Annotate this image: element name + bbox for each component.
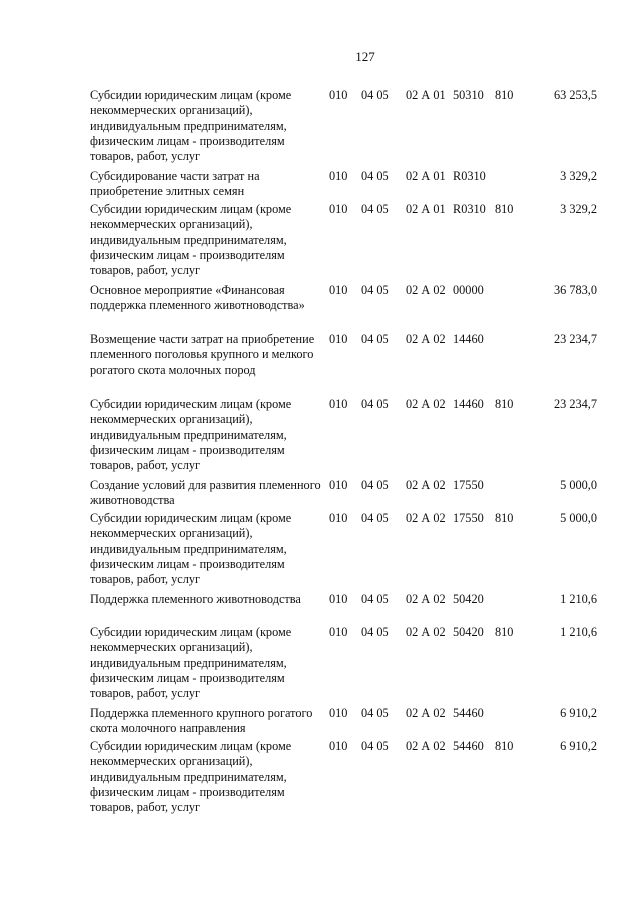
row-ministry-code: 010 [329, 478, 348, 492]
row-program-code: 02 А 01 [406, 88, 446, 102]
row-target-code: 14460 [453, 332, 484, 346]
row-section-code: 04 05 [361, 706, 389, 720]
row-expense-type: 810 [495, 739, 514, 753]
row-target-code: 17550 [453, 511, 484, 525]
row-ministry-code: 010 [329, 625, 348, 639]
row-program-code: 02 А 02 [406, 332, 446, 346]
row-program-code: 02 А 01 [406, 202, 446, 216]
row-sum: 3 329,2 [560, 169, 597, 183]
row-ministry-code: 010 [329, 332, 348, 346]
row-program-code: 02 А 02 [406, 706, 446, 720]
row-section-code: 04 05 [361, 739, 389, 753]
row-expense-type: 810 [495, 511, 514, 525]
table-row [0, 592, 640, 625]
table-row [0, 625, 640, 706]
row-program-code: 02 А 02 [406, 739, 446, 753]
row-name: Субсидии юридическим лицам (кроме некоммерческих организаций), индивидуальным предпринимателям, физическим лицам - производителям товаров, работ, услуг [90, 739, 292, 815]
budget-table [0, 88, 640, 820]
row-sum: 1 210,6 [560, 592, 597, 606]
row-section-code: 04 05 [361, 592, 389, 606]
row-section-code: 04 05 [361, 283, 389, 297]
row-name: Основное мероприятие «Финансовая поддержка племенного животноводства» [90, 283, 305, 313]
row-ministry-code: 010 [329, 169, 348, 183]
row-name: Поддержка племенного животноводства [90, 592, 301, 606]
row-section-code: 04 05 [361, 397, 389, 411]
row-ministry-code: 010 [329, 739, 348, 753]
row-sum: 36 783,0 [553, 283, 597, 297]
row-target-code: R0310 [453, 202, 486, 216]
row-expense-type: 810 [495, 397, 514, 411]
row-expense-type: 810 [495, 88, 514, 102]
row-expense-type: 810 [495, 625, 514, 639]
row-section-code: 04 05 [361, 332, 389, 346]
row-sum: 23 234,7 [553, 397, 597, 411]
row-name: Субсидии юридическим лицам (кроме некоммерческих организаций), индивидуальным предпринимателям, физическим лицам - производителям товаров, работ, услуг [90, 511, 292, 587]
row-ministry-code: 010 [329, 397, 348, 411]
table-row [0, 169, 640, 202]
row-program-code: 02 А 02 [406, 283, 446, 297]
row-section-code: 04 05 [361, 88, 389, 102]
row-section-code: 04 05 [361, 511, 389, 525]
row-name: Создание условий для развития племенного животноводства [90, 478, 321, 508]
row-program-code: 02 А 02 [406, 592, 446, 606]
table-row [0, 511, 640, 592]
row-program-code: 02 А 01 [406, 169, 446, 183]
row-ministry-code: 010 [329, 706, 348, 720]
table-row [0, 88, 640, 169]
row-name: Субсидии юридическим лицам (кроме некоммерческих организаций), индивидуальным предпринимателям, физическим лицам - производителям товаров, работ, услуг [90, 625, 292, 701]
row-section-code: 04 05 [361, 202, 389, 216]
row-target-code: 50310 [453, 88, 484, 102]
row-target-code: 14460 [453, 397, 484, 411]
row-ministry-code: 010 [329, 592, 348, 606]
row-sum: 63 253,5 [553, 88, 597, 102]
table-row [0, 397, 640, 478]
table-row [0, 706, 640, 739]
row-sum: 1 210,6 [560, 625, 597, 639]
row-program-code: 02 А 02 [406, 625, 446, 639]
row-sum: 5 000,0 [560, 511, 597, 525]
row-name: Субсидии юридическим лицам (кроме некоммерческих организаций), индивидуальным предпринимателям, физическим лицам - производителям товаров, работ, услуг [90, 202, 292, 278]
row-target-code: 17550 [453, 478, 484, 492]
row-target-code: 50420 [453, 625, 484, 639]
row-target-code: 54460 [453, 739, 484, 753]
row-sum: 6 910,2 [560, 706, 597, 720]
table-row [0, 739, 640, 820]
row-program-code: 02 А 02 [406, 511, 446, 525]
row-sum: 3 329,2 [560, 202, 597, 216]
row-sum: 5 000,0 [560, 478, 597, 492]
row-section-code: 04 05 [361, 169, 389, 183]
row-sum: 23 234,7 [553, 332, 597, 346]
row-ministry-code: 010 [329, 202, 348, 216]
row-ministry-code: 010 [329, 88, 348, 102]
table-row [0, 332, 640, 397]
row-ministry-code: 010 [329, 283, 348, 297]
row-name: Субсидии юридическим лицам (кроме некоммерческих организаций), индивидуальным предпринимателям, физическим лицам - производителям товаров, работ, услуг [90, 397, 292, 473]
row-target-code: R0310 [453, 169, 486, 183]
row-name: Поддержка племенного крупного рогатого скота молочного направления [90, 706, 313, 736]
row-program-code: 02 А 02 [406, 478, 446, 492]
row-name: Субсидии юридическим лицам (кроме некоммерческих организаций), индивидуальным предпринимателям, физическим лицам - производителям товаров, работ, услуг [90, 88, 292, 164]
table-row [0, 478, 640, 511]
row-target-code: 54460 [453, 706, 484, 720]
row-section-code: 04 05 [361, 625, 389, 639]
row-target-code: 50420 [453, 592, 484, 606]
table-row [0, 283, 640, 332]
row-sum: 6 910,2 [560, 739, 597, 753]
row-ministry-code: 010 [329, 511, 348, 525]
row-name: Возмещение части затрат на приобретение племенного поголовья крупного и мелкого рогатого скота молочных пород [90, 332, 315, 377]
row-expense-type: 810 [495, 202, 514, 216]
page-number: 127 [355, 49, 375, 64]
row-name: Субсидирование части затрат на приобретение элитных семян [90, 169, 260, 199]
table-row [0, 202, 640, 283]
row-target-code: 00000 [453, 283, 484, 297]
row-section-code: 04 05 [361, 478, 389, 492]
row-program-code: 02 А 02 [406, 397, 446, 411]
